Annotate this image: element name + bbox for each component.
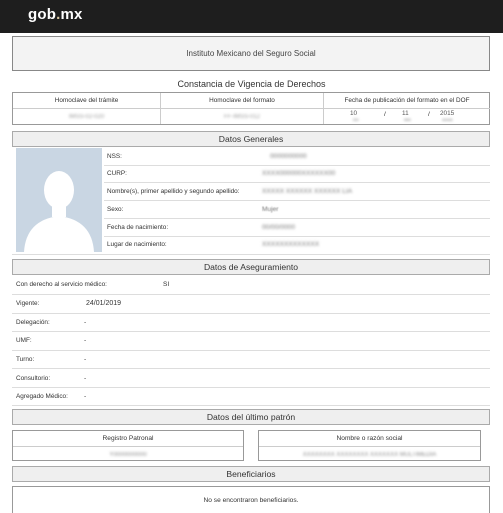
- info-table: [12, 92, 490, 125]
- gobmx-logo[interactable]: [28, 6, 83, 23]
- turno-value: -: [84, 356, 87, 363]
- row-divider: [12, 350, 490, 351]
- datos-aseguramiento-header: [12, 259, 490, 275]
- logo-suffix-text: mx: [60, 6, 83, 23]
- derecho-servicio-value: SI: [163, 281, 170, 288]
- institution-name: Instituto Mexicano del Seguro Social: [186, 49, 316, 58]
- row-divider: [12, 313, 490, 314]
- nss-value: 0000000000: [270, 153, 307, 160]
- fecha-nacimiento-value: 00/00/0000: [262, 224, 296, 231]
- beneficiarios-box: [12, 486, 490, 513]
- date-separator: /: [384, 111, 386, 118]
- homoclave-formato-header: Homoclave del formato: [161, 93, 323, 109]
- registro-patronal-label: Registro Patronal: [13, 431, 243, 447]
- row-divider: [104, 165, 490, 166]
- ultimo-patron-title: Datos del último patrón: [206, 412, 296, 422]
- row-divider: [104, 236, 490, 237]
- row-divider: [104, 218, 490, 219]
- razon-social-box: [258, 430, 481, 461]
- nombre-label: Nombre(s), primer apellido y segundo apellido:: [107, 188, 240, 195]
- beneficiarios-title: Beneficiarios: [226, 469, 276, 479]
- institution-box: [12, 36, 490, 71]
- date-day-label: DD: [353, 117, 359, 122]
- section-bottom-line: [12, 254, 490, 255]
- logo-main-text: gob: [28, 6, 57, 23]
- consultorio-label: Consultorio:: [16, 375, 51, 382]
- consultorio-value: -: [84, 375, 87, 382]
- fecha-nacimiento-label: Fecha de nacimiento:: [107, 224, 169, 231]
- date-month-label: MM: [404, 117, 411, 122]
- fecha-publicacion-header: Fecha de publicación del formato en el DOF: [324, 93, 490, 109]
- row-divider: [104, 182, 490, 183]
- nss-label: NSS:: [107, 153, 122, 160]
- date-month: 11: [402, 110, 409, 117]
- umf-value: -: [84, 337, 87, 344]
- lugar-nacimiento-label: Lugar de nacimiento:: [107, 241, 167, 248]
- row-divider: [12, 387, 490, 388]
- top-bar: [0, 0, 503, 33]
- homoclave-tramite-value: IMSS-02-020: [68, 113, 105, 120]
- fecha-publicacion-value: [324, 109, 490, 124]
- homoclave-formato-value: FF-IMSS-012: [223, 113, 260, 120]
- homoclave-tramite-header: Homoclave del trámite: [13, 93, 160, 109]
- datos-aseguramiento-title: Datos de Aseguramiento: [203, 262, 299, 272]
- sexo-value: Mujer: [262, 206, 279, 213]
- logo-dot: .: [56, 6, 61, 23]
- curp-value: XXXX000000XXXXXX00: [262, 170, 336, 177]
- agregado-medico-label: Agregado Médico:: [16, 393, 68, 400]
- row-divider: [12, 368, 490, 369]
- date-year-label: AAAA: [442, 117, 453, 122]
- razon-social-value: XXXXXXXX XXXXXXXX XXXXXXX MULTIMEDIA: [302, 451, 437, 458]
- datos-generales-header: [12, 131, 490, 147]
- date-separator: /: [428, 111, 430, 118]
- no-beneficiarios-text: No se encontraron beneficiarios.: [203, 496, 299, 504]
- registro-patronal-value: Y0000000000: [109, 451, 147, 458]
- registro-patronal-box: [12, 430, 244, 461]
- vigente-label: Vigente:: [16, 300, 40, 307]
- nombre-value: XXXXX XXXXXX XXXXXX LIA: [262, 188, 353, 195]
- row-divider: [12, 405, 490, 406]
- date-day: 10: [350, 110, 358, 117]
- delegacion-label: Delegación:: [16, 319, 50, 326]
- beneficiarios-header: [12, 466, 490, 482]
- row-divider: [104, 200, 490, 201]
- turno-label: Turno:: [16, 356, 35, 363]
- ultimo-patron-header: [12, 409, 490, 425]
- agregado-medico-value: -: [84, 393, 87, 400]
- vigente-value: 24/01/2019: [86, 300, 122, 307]
- sexo-label: Sexo:: [107, 206, 124, 213]
- derecho-servicio-label: Con derecho al servicio médico:: [16, 281, 107, 288]
- lugar-nacimiento-value: XXXXXXXXXXXXX: [262, 241, 320, 248]
- curp-label: CURP:: [107, 170, 127, 177]
- razon-social-label: Nombre o razón social: [259, 431, 480, 447]
- row-divider: [12, 294, 490, 295]
- date-year: 2015: [440, 110, 455, 117]
- delegacion-value: -: [84, 319, 87, 326]
- document-title: Constancia de Vigencia de Derechos: [177, 79, 326, 89]
- datos-generales-title: Datos Generales: [218, 134, 284, 144]
- row-divider: [12, 331, 490, 332]
- user-silhouette-icon: [16, 148, 102, 252]
- umf-label: UMF:: [16, 337, 32, 344]
- user-photo-placeholder: [16, 148, 102, 252]
